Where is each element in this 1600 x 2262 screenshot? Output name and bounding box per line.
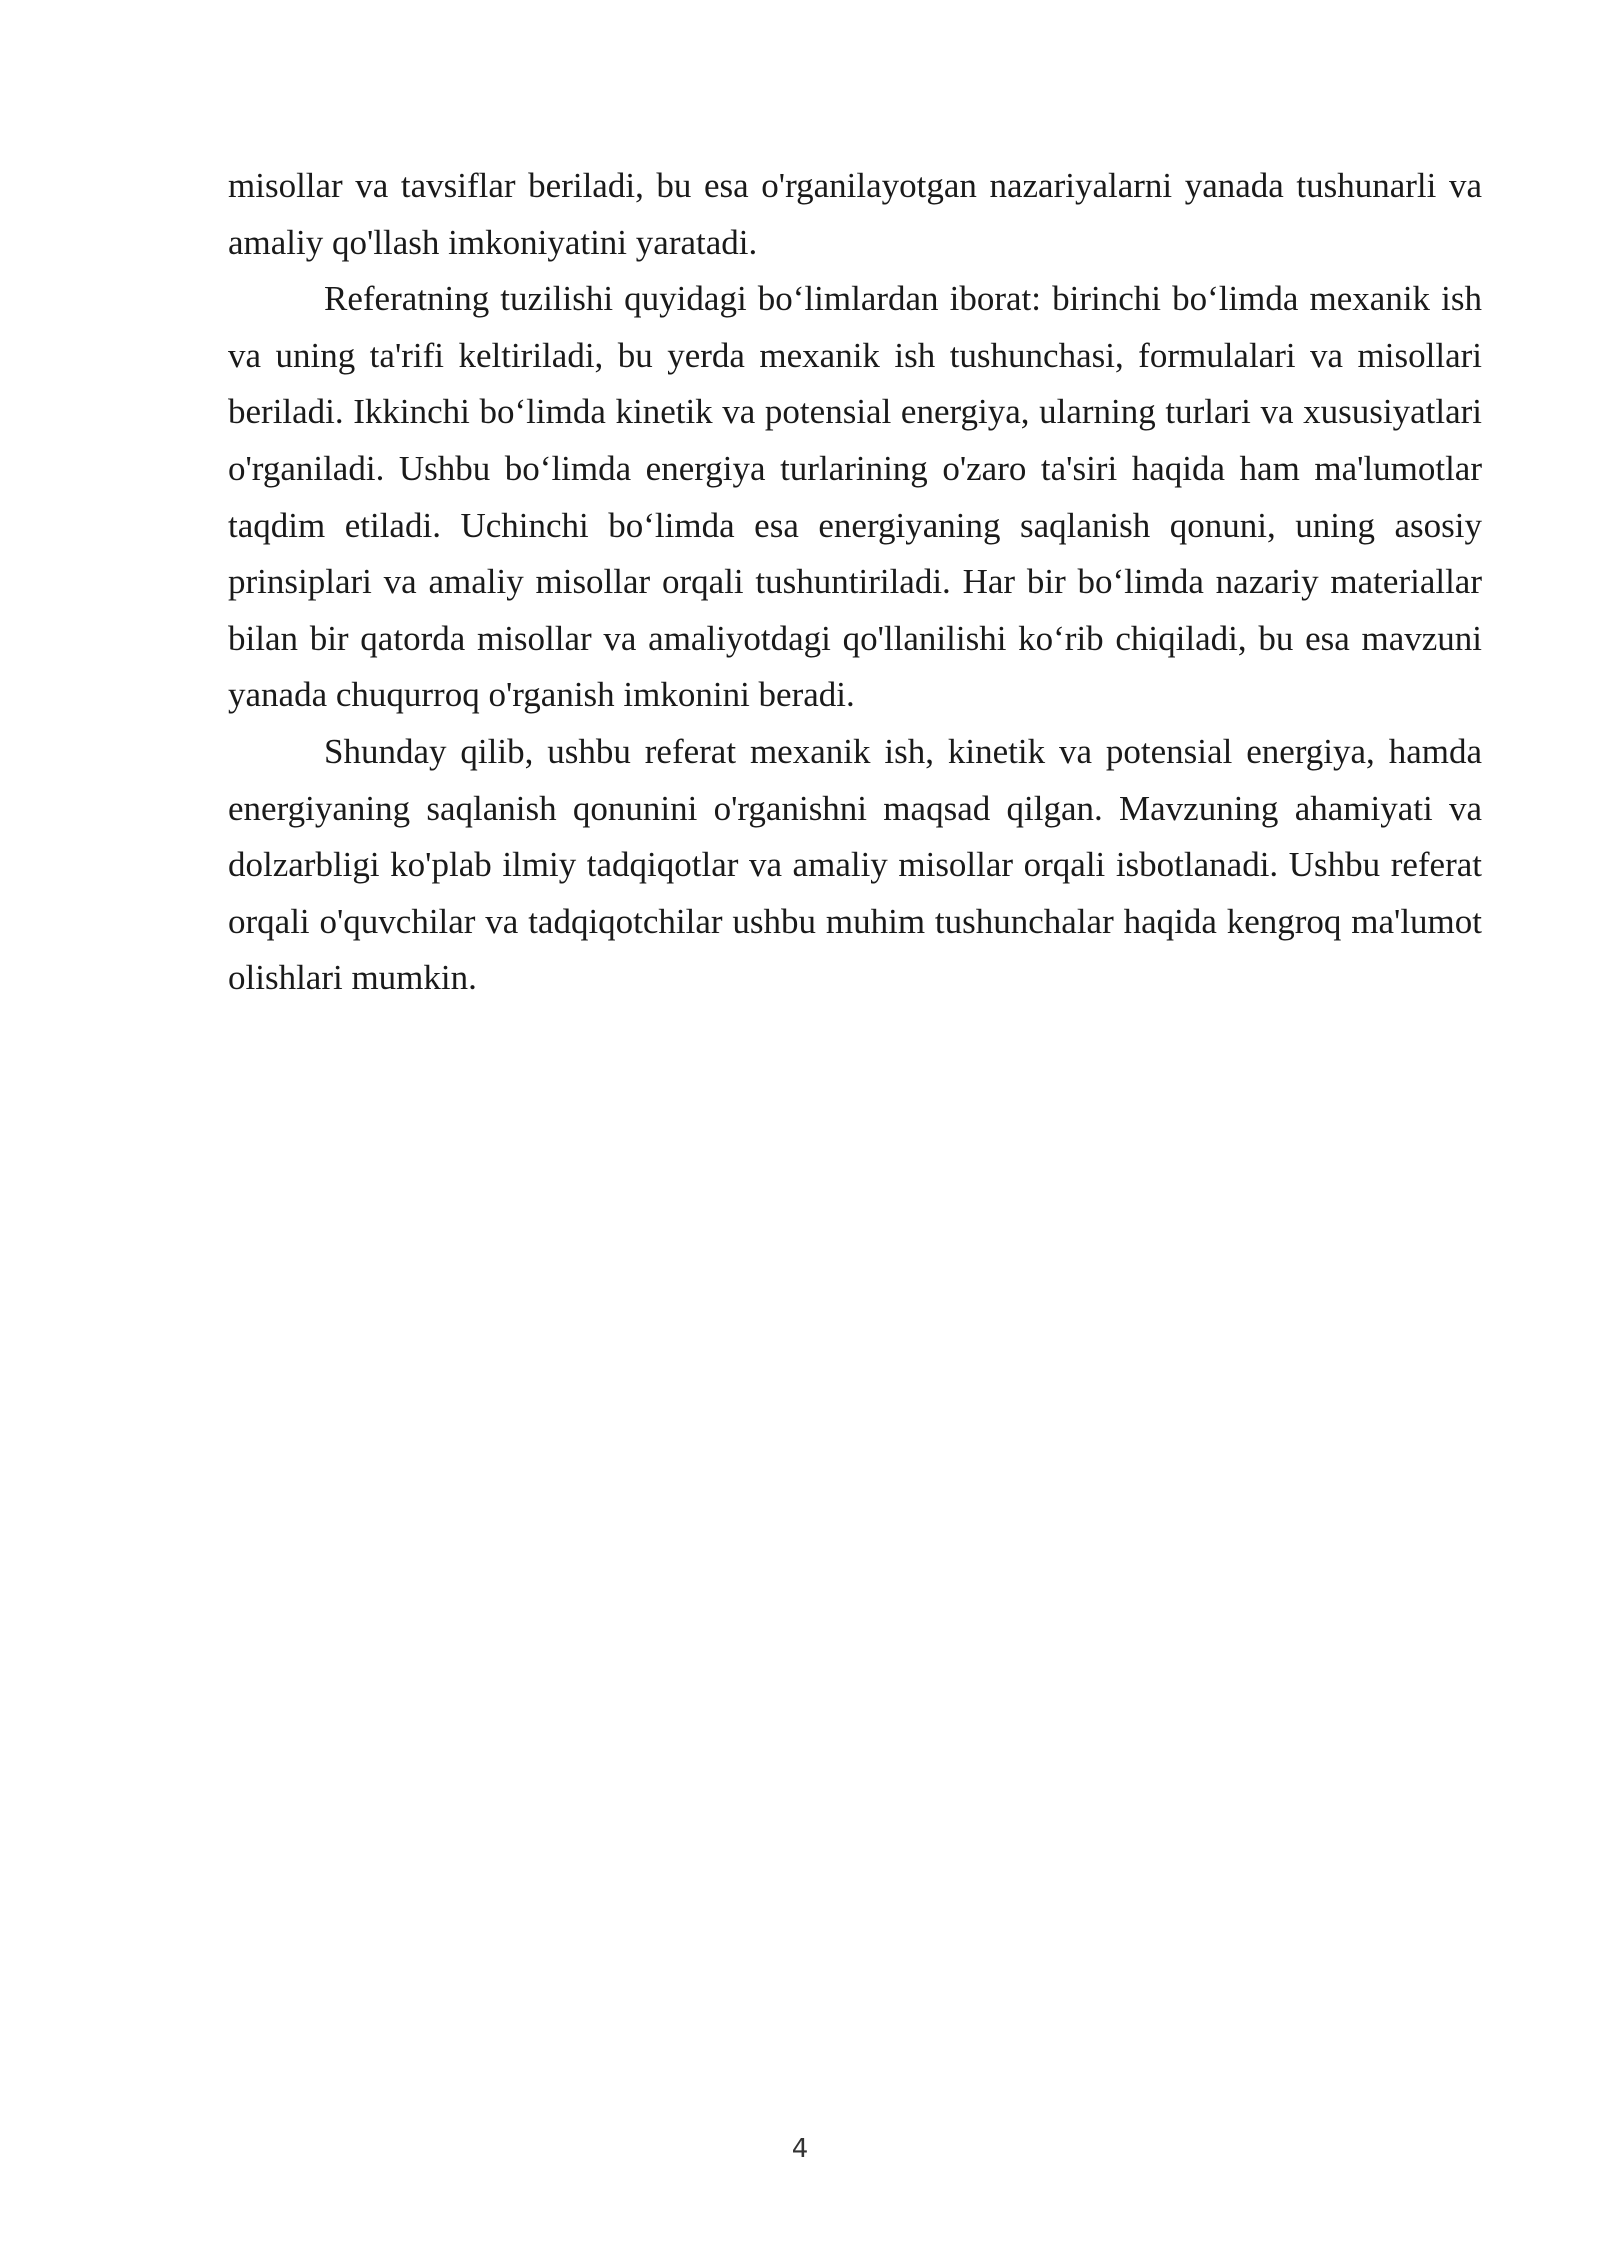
- paragraph-structure: Referatning tuzilishi quyidagi bo‘limlardan iborat: birinchi bo‘limda mexanik ish va uning ta'rifi keltiriladi, bu yerda mexanik ish tushunchasi, formulalari va misollari beriladi. Ikkinchi bo‘limda kinetik va potensial energiya, ularning turlari va xususiyatlari o'rganiladi. Ushbu bo‘limda energiya turlarining o'zaro ta'siri haqida ham ma'lumotlar taqdim etiladi. Uchinchi bo‘limda esa energiyaning saqlanish qonuni, uning asosiy prinsiplari va amaliy misollar orqali tushuntiriladi. Har bir bo‘limda nazariy materiallar bilan bir qatorda misollar va amaliyotdagi qo'llanilishi ko‘rib chiqiladi, bu esa mavzuni yanada chuqurroq o'rganish imkonini beradi.: [228, 279, 1482, 715]
- paragraph-continuation: misollar va tavsiflar beriladi, bu esa o'rganilayotgan nazariyalarni yanada tushunarli va amaliy qo'llash imkoniyatini yaratadi.: [228, 166, 1482, 262]
- page-number: 4: [791, 2134, 809, 2164]
- paragraph-conclusion: Shunday qilib, ushbu referat mexanik ish, kinetik va potensial energiya, hamda energiyaning saqlanish qonunini o'rganishni maqsad qilgan. Mavzuning ahamiyati va dolzarbligi ko'plab ilmiy tadqiqotlar va amaliy misollar orqali isbotlanadi. Ushbu referat orqali o'quvchilar va tadqiqotchilar ushbu muhim tushunchalar haqida kengroq ma'lumot olishlari mumkin.: [228, 731, 1482, 998]
- body-text: [228, 158, 1482, 1007]
